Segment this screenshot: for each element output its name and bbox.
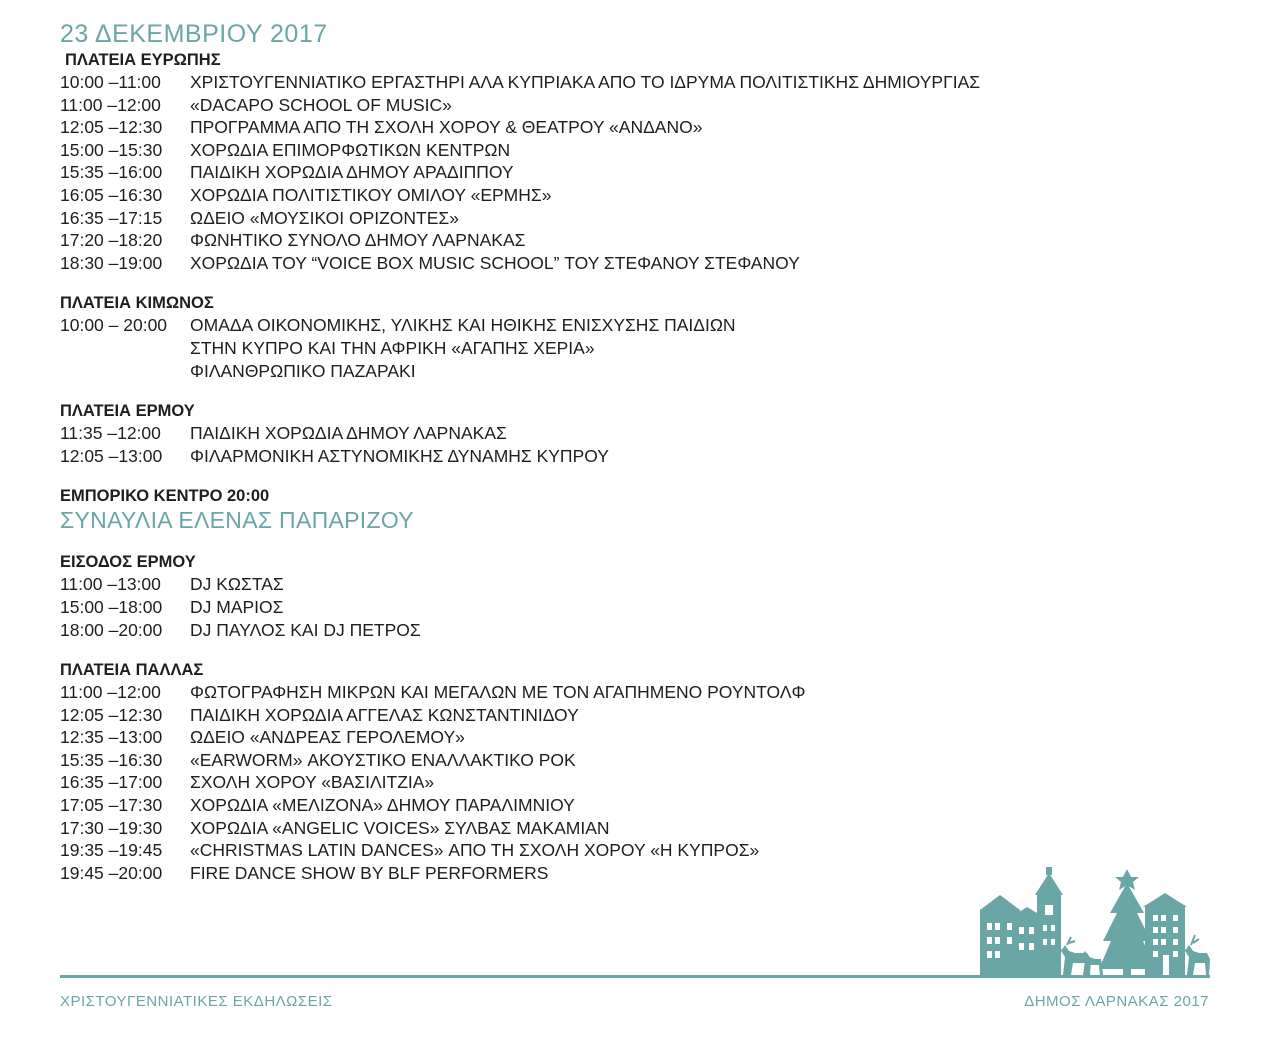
event-row — [60, 445, 1060, 468]
event-row — [60, 207, 1060, 230]
venue-title: ΠΛΑΤΕΙΑ ΚΙΜΩΝΟΣ — [60, 294, 214, 313]
event-desc: ΠΑΙΔΙΚΗ ΧΟΡΩΔΙΑ ΔΗΜΟΥ ΛΑΡΝΑΚΑΣ — [190, 423, 507, 444]
section-concert — [60, 486, 1060, 533]
event-time: 17:05 –17:30 — [60, 795, 163, 816]
event-row — [60, 71, 1060, 94]
event-row — [60, 252, 1060, 275]
event-desc: ΠΑΙΔΙΚΗ ΧΟΡΩΔΙΑ ΔΗΜΟΥ ΑΡΑΔΙΠΠΟΥ — [190, 162, 514, 183]
event-row — [60, 839, 1060, 862]
event-desc: «EARWORM» ΑΚΟΥΣΤΙΚΟ ΕΝΑΛΛΑΚΤΙΚΟ ΡΟΚ — [190, 749, 576, 770]
event-time: 16:05 –16:30 — [60, 184, 163, 205]
section-eisodos-ermou — [60, 552, 1060, 641]
venue-title: ΠΛΑΤΕΙΑ ΕΥΡΩΠΗΣ — [65, 51, 221, 69]
program-content — [60, 50, 1060, 903]
event-desc: ΧΟΡΩΔΙΑ «ANGELIC VOICES» ΣΥΛΒΑΣ ΜΑΚΑΜΙΑΝ — [190, 817, 610, 838]
event-row — [60, 139, 1060, 162]
event-desc: ΦΩΝΗΤΙΚΟ ΣΥΝΟΛΟ ΔΗΜΟΥ ΛΑΡΝΑΚΑΣ — [190, 230, 526, 251]
event-row — [60, 360, 1060, 383]
event-desc: ΠΡΟΓΡΑΜΜΑ ΑΠΟ ΤΗ ΣΧΟΛΗ ΧΟΡΟΥ & ΘΕΑΤΡΟΥ «ΑΝΔΑΝΟ» — [190, 117, 703, 138]
venue-title: ΕΙΣΟΔΟΣ ΕΡΜΟΥ — [60, 553, 196, 572]
event-time: 18:00 –20:00 — [60, 619, 163, 640]
event-desc: DJ ΜΑΡΙΟΣ — [190, 596, 284, 617]
event-row — [60, 681, 1060, 704]
concert-title: ΣΥΝΑΥΛΙΑ ΕΛΕΝΑΣ ΠΑΠΑΡΙΖΟΥ — [60, 507, 414, 534]
section-plateia-kimonos — [60, 293, 1060, 382]
event-time: 16:35 –17:15 — [60, 207, 163, 228]
venue-title: ΠΛΑΤΕΙΑ ΕΡΜΟΥ — [60, 402, 195, 421]
event-desc: «DACAPO SCHOOL OF MUSIC» — [190, 94, 452, 115]
section-plateia-evropis — [60, 50, 1060, 274]
footer-right-text: ΔΗΜΟΣ ΛΑΡΝΑΚΑΣ 2017 — [1024, 993, 1209, 1010]
event-time: 12:35 –13:00 — [60, 727, 163, 748]
event-time: 15:00 –18:00 — [60, 596, 163, 617]
event-row — [60, 794, 1060, 817]
event-row — [60, 337, 1060, 360]
footer-left-text: ΧΡΙΣΤΟΥΓΕΝΝΙΑΤΙΚΕΣ ΕΚΔΗΛΩΣΕΙΣ — [60, 993, 333, 1010]
event-row — [60, 749, 1060, 772]
event-desc: ΟΜΑΔΑ ΟΙΚΟΝΟΜΙΚΗΣ, ΥΛΙΚΗΣ ΚΑΙ ΗΘΙΚΗΣ ΕΝΙΣΧΥΣΗΣ ΠΑΙΔΙΩΝ — [190, 315, 736, 336]
venue-title: ΠΛΑΤΕΙΑ ΠΑΛΛΑΣ — [60, 661, 204, 680]
event-desc: ΣΧΟΛΗ ΧΟΡΟΥ «ΒΑΣΙΛΙΤΖΙΑ» — [190, 772, 435, 793]
event-row — [60, 862, 1060, 885]
page-title: 23 ΔΕΚΕΜΒΡΙΟΥ 2017 — [60, 20, 328, 48]
event-row — [60, 422, 1060, 445]
event-time: 17:30 –19:30 — [60, 817, 163, 838]
event-time: 10:00 – 20:00 — [60, 315, 168, 336]
event-time: 15:35 –16:00 — [60, 162, 163, 183]
event-time: 12:05 –13:00 — [60, 445, 163, 466]
event-row — [60, 116, 1060, 139]
event-desc: ΠΑΙΔΙΚΗ ΧΟΡΩΔΙΑ ΑΓΓΕΛΑΣ ΚΩΝΣΤΑΝΤΙΝΙΔΟΥ — [190, 704, 579, 725]
event-row — [60, 596, 1060, 619]
event-desc: «CHRISTMAS LATIN DANCES» ΑΠΟ ΤΗ ΣΧΟΛΗ ΧΟΡΟΥ «Η ΚΥΠΡΟΣ» — [190, 840, 760, 861]
event-time: 19:45 –20:00 — [60, 862, 163, 883]
event-time: 18:30 –19:00 — [60, 252, 163, 273]
event-desc: ΦΙΛΑΡΜΟΝΙΚΗ ΑΣΤΥΝΟΜΙΚΗΣ ΔΥΝΑΜΗΣ ΚΥΠΡΟΥ — [190, 445, 609, 466]
event-row — [60, 771, 1060, 794]
event-row — [60, 184, 1060, 207]
event-row — [60, 94, 1060, 117]
event-desc: FIRE DANCE SHOW BY BLF PERFORMERS — [190, 862, 549, 883]
event-time: 11:35 –12:00 — [60, 423, 161, 444]
event-row — [60, 704, 1060, 727]
christmas-town-icon — [975, 865, 1215, 977]
event-time: 11:00 –12:00 — [60, 682, 161, 703]
event-desc: ΧΟΡΩΔΙΑ ΠΟΛΙΤΙΣΤΙΚΟΥ ΟΜΙΛΟΥ «ΕΡΜΗΣ» — [190, 184, 552, 205]
event-row — [60, 573, 1060, 596]
event-time: 10:00 –11:00 — [60, 72, 161, 92]
event-time: 17:20 –18:20 — [60, 230, 163, 251]
event-row — [60, 314, 1060, 337]
event-desc: ΧΟΡΩΔΙΑ «ΜΕΛΙΖΟΝΑ» ΔΗΜΟΥ ΠΑΡΑΛΙΜΝΙΟΥ — [190, 795, 575, 816]
event-time: 16:35 –17:00 — [60, 772, 163, 793]
venue-title: ΕΜΠΟΡΙΚΟ ΚΕΝΤΡΟ 20:00 — [60, 487, 270, 506]
event-time — [60, 360, 190, 383]
event-desc: ΦΩΤΟΓΡΑΦΗΣΗ ΜΙΚΡΩΝ ΚΑΙ ΜΕΓΑΛΩΝ ΜΕ ΤΟΝ ΑΓΑΠΗΜΕΝΟ ΡΟΥΝΤΟΛΦ — [190, 682, 806, 703]
event-time: 19:35 –19:45 — [60, 840, 163, 861]
event-row — [60, 161, 1060, 184]
section-plateia-ermou — [60, 401, 1060, 467]
event-desc: DJ ΠΑΥΛΟΣ ΚΑΙ DJ ΠΕΤΡΟΣ — [190, 619, 421, 640]
event-desc: ΩΔΕΙΟ «ΑΝΔΡΕΑΣ ΓΕΡΟΛΕΜΟΥ» — [190, 727, 465, 748]
event-desc: ΣΤΗΝ ΚΥΠΡΟ ΚΑΙ ΤΗΝ ΑΦΡΙΚΗ «ΑΓΑΠΗΣ ΧΕΡΙΑ» — [190, 337, 595, 358]
event-time: 11:00 –13:00 — [60, 574, 161, 595]
event-time: 15:35 –16:30 — [60, 749, 163, 770]
event-desc: ΩΔΕΙΟ «ΜΟΥΣΙΚΟΙ ΟΡΙΖΟΝΤΕΣ» — [190, 207, 459, 228]
footer-divider — [60, 975, 1210, 978]
event-row — [60, 817, 1060, 840]
event-row — [60, 229, 1060, 252]
event-time: 15:00 –15:30 — [60, 139, 163, 160]
event-time: 12:05 –12:30 — [60, 117, 163, 138]
event-time: 12:05 –12:30 — [60, 704, 163, 725]
section-plateia-pallas — [60, 660, 1060, 884]
event-desc: ΧΟΡΩΔΙΑ ΤΟΥ “VOICE BOX MUSIC SCHOOL” ΤΟΥ ΣΤΕΦΑΝΟΥ ΣΤΕΦΑΝΟΥ — [190, 252, 800, 273]
event-row — [60, 726, 1060, 749]
event-desc: ΧΟΡΩΔΙΑ ΕΠΙΜΟΡΦΩΤΙΚΩΝ ΚΕΝΤΡΩΝ — [190, 139, 511, 160]
event-time: 11:00 –12:00 — [60, 94, 161, 115]
event-time — [60, 337, 190, 360]
event-row — [60, 619, 1060, 642]
event-desc: ΧΡΙΣΤΟΥΓΕΝΝΙΑΤΙΚΟ ΕΡΓΑΣΤΗΡΙ ΑΛΑ ΚΥΠΡΙΑΚΑ ΑΠΟ ΤΟ ΙΔΡΥΜΑ ΠΟΛΙΤΙΣΤΙΚΗΣ ΔΗΜΙΟΥΡΓΙΑΣ — [190, 72, 981, 92]
event-desc: ΦΙΛΑΝΘΡΩΠΙΚΟ ΠΑΖΑΡΑΚΙ — [190, 360, 416, 381]
event-desc: DJ ΚΩΣΤΑΣ — [190, 574, 284, 595]
